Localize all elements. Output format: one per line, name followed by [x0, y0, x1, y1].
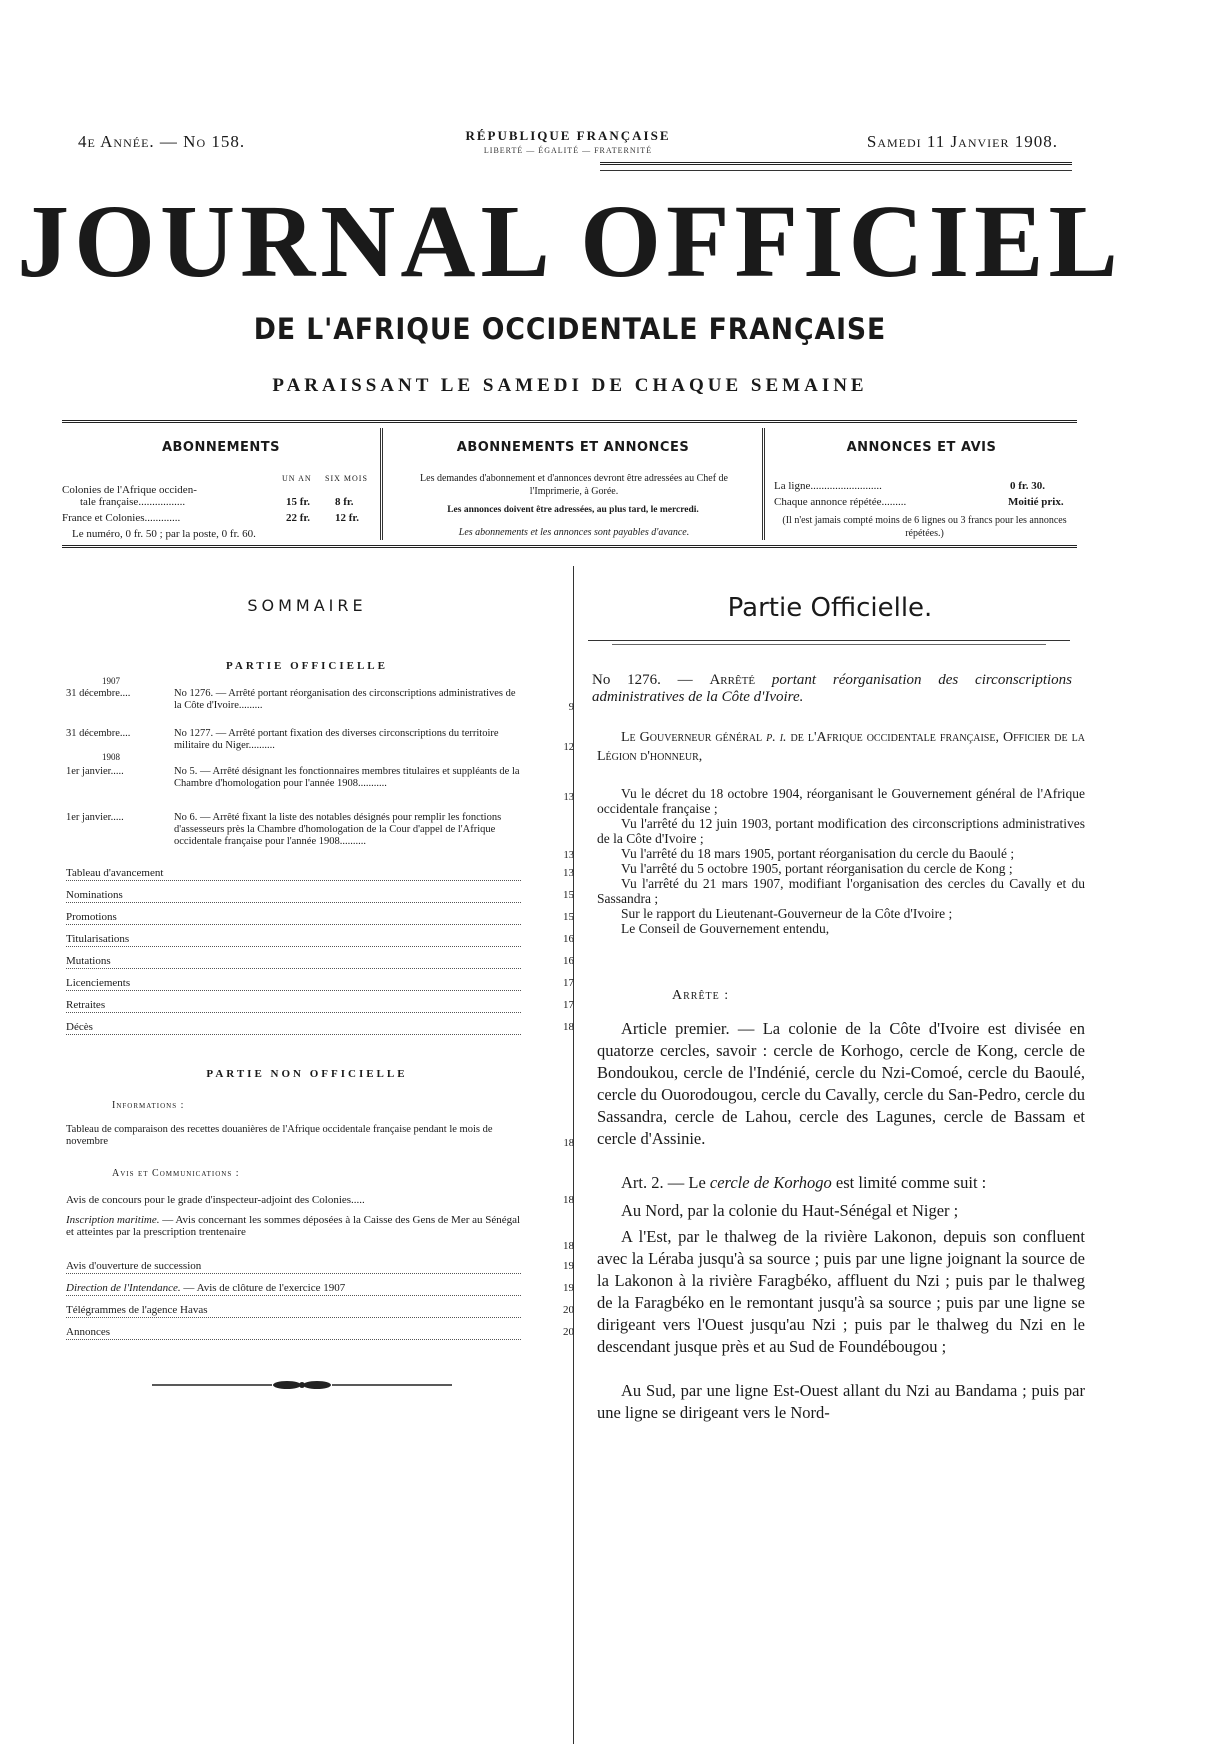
vu-line: Sur le rapport du Lieutenant-Gouverneur de la Côte d'Ivoire ;: [621, 906, 953, 921]
vu-line: Vu l'arrêté du 5 octobre 1905, portant réorganisation du cercle de Kong ;: [621, 861, 1013, 876]
sommaire-entry: 31 décembre.... No 1277. — Arrêté portant fixation des diverses circonscriptions du territoire militaire du Niger.......... 12: [66, 728, 574, 753]
avis-line: Inscription maritime. — Avis concernant les sommes déposées à la Caisse des Gens de Mer au Sénégal et atteintes par la prescription trentenaire 18: [66, 1214, 574, 1252]
informations-heading: Informations :: [112, 1100, 185, 1111]
year-1908: 1908: [102, 752, 120, 762]
row1-un-an: 15 fr.: [286, 496, 311, 508]
ligne-value: 0 fr. 30.: [1010, 480, 1046, 492]
lignes-note: (Il n'est jamais compté moins de 6 lignes ou 3 francs pour les annonces répétées.): [782, 515, 1067, 539]
issue-number: 4e Année. — No 158.: [78, 132, 246, 151]
year-1907: 1907: [102, 676, 120, 686]
republic-motto: LIBERTÉ — ÉGALITÉ — FRATERNITÉ: [483, 146, 653, 155]
row2-un-an: 22 fr.: [286, 512, 311, 524]
partie-officielle-heading: Partie Officielle.: [727, 593, 933, 623]
vu-line: Vu l'arrêté du 21 mars 1907, modifiant l'organisation des cercles du Cavally et du Sassandra ;: [597, 876, 1085, 906]
row1-label-cont: tale française.................: [80, 496, 186, 508]
avis-heading: Avis et Communications :: [112, 1168, 240, 1179]
annonces-deadline: Les annonces doivent être adressées, au plus tard, le mercredi.: [447, 505, 699, 515]
abonnements-heading: ABONNEMENTS: [161, 440, 281, 455]
arrete-heading: No 1276. — Arrêté portant réorganisation des circonscriptions administratives de la Côte d'Ivoire.: [592, 672, 1072, 705]
masthead-rule: [600, 162, 1072, 165]
vu-block: [597, 786, 1085, 936]
masthead-rule-thin: [600, 170, 1072, 171]
masthead-topline: [78, 128, 1058, 158]
col-un-an: UN AN: [282, 474, 312, 483]
band-rule-top: [62, 420, 1077, 423]
sommaire-partie-non-officielle: PARTIE NON OFFICIELLE: [206, 1068, 408, 1080]
sommaire-entry: 1er janvier..... No 5. — Arrêté désignant les fonctionnaires membres titulaires et suppléants de la Chambre d'homologation pour l'année 1908........... 13: [66, 766, 574, 803]
band-divider-1: [380, 428, 383, 540]
gouverneur-line: Le Gouverneur général p. i. de l'Afrique occidentale française, Officier de la Légion d'honneur,: [597, 730, 1085, 764]
vu-line: Vu l'arrêté du 18 mars 1905, portant réorganisation du cercle du Baoulé ;: [621, 846, 1015, 861]
partie-rule: [588, 640, 1070, 641]
vu-line: Vu l'arrêté du 12 juin 1903, portant modification des circonscriptions administratives de la Côte d'Ivoire ;: [597, 816, 1085, 846]
ligne-label: La ligne..........................: [774, 480, 882, 492]
limite-est: A l'Est, par le thalweg de la rivière Lakonon, depuis son confluent avec la Léraba jusqu'à sa source ; puis par une ligne joignant la source de la Lakonon à la rivière Faragbéko, affluent du Nzi ; puis par le thalweg de la Faragbéko en le remontant jusqu'à sa source ; puis par une ligne se dirigeant vers l'Ouest jusqu'au Nzi ; puis par le thalweg du Nzi en le descendant jusque près et au Sud de Foundébougou ;: [597, 1227, 1085, 1356]
journal-subtitle: DE L'AFRIQUE OCCIDENTALE FRANÇAISE: [253, 312, 887, 346]
sommaire-entry: 1er janvier..... No 6. — Arrêté fixant la liste des notables désignés pour remplir les fonctions d'assesseurs près la Chambre d'homologation de la Cour d'appel de l'Afrique occidentale française pour l'année 1908.......... 13: [66, 812, 574, 861]
numero-price: Le numéro, 0 fr. 50 ; par la poste, 0 fr. 60.: [72, 528, 256, 540]
journal-title: JOURNAL OFFICIEL: [17, 184, 1123, 299]
row1-label: Colonies de l'Afrique occiden-: [62, 484, 197, 496]
arrete-label: Arrête :: [672, 988, 730, 1003]
vu-line: Vu le décret du 18 octobre 1904, réorganisant le Gouvernement général de l'Afrique occidentale française ;: [597, 786, 1085, 816]
ornament-divider: [152, 1378, 452, 1392]
annonces-avis-heading: ANNONCES ET AVIS: [846, 440, 997, 455]
repete-label: Chaque annonce répétée.........: [774, 496, 907, 508]
journal-tagline: PARAISSANT LE SAMEDI DE CHAQUE SEMAINE: [272, 375, 868, 396]
info-entry: Tableau de comparaison des recettes douanières de l'Afrique occidentale française pendant le mois de novembre 18: [66, 1124, 574, 1149]
row2-six-mois: 12 fr.: [335, 512, 360, 524]
sommaire-partie-officielle: PARTIE OFFICIELLE: [226, 660, 388, 672]
limite-nord: Au Nord, par la colonie du Haut-Sénégal et Niger ;: [621, 1201, 959, 1220]
limite-sud: Au Sud, par une ligne Est-Ouest allant du Nzi au Bandama ; puis par une ligne se dirigeant vers le Nord-: [597, 1381, 1085, 1422]
republic-label: RÉPUBLIQUE FRANÇAISE: [465, 128, 671, 143]
demandes-note: Les demandes d'abonnement et d'annonces devront être adressées au Chef de l'Imprimerie, à Gorée.: [420, 473, 728, 497]
row1-six-mois: 8 fr.: [335, 496, 354, 508]
republic-heading: [398, 128, 738, 155]
abonnements-annonces-heading: ABONNEMENTS ET ANNONCES: [456, 440, 690, 455]
col-six-mois: SIX MOIS: [325, 474, 368, 483]
repete-value: Moitié prix.: [1008, 496, 1064, 508]
payables-note: Les abonnements et les annonces sont payables d'avance.: [458, 527, 690, 538]
sommaire-title: SOMMAIRE: [247, 596, 367, 615]
band-rule-bottom: [62, 545, 1077, 548]
vu-line: Le Conseil de Gouvernement entendu,: [621, 921, 830, 936]
row2-label: France et Colonies.............: [62, 512, 181, 524]
band-divider-2: [762, 428, 765, 540]
article-premier: Article premier. — La colonie de la Côte d'Ivoire est divisée en quatorze cercles, savoir : cercle de Korhogo, cercle de Kong, cercle de Bondoukou, cercle de l'Indénié, cercle du Nzi-Comoé, cercle du Baoulé, cercle du Ouorodougou, cercle du Cavally, cercle du San-Pedro, cercle du Sassandra, cercle de Lahou, cercle des Lagunes, cercle de Bassam et cercle d'Assinie.: [597, 1019, 1085, 1148]
sommaire-entry: 31 décembre.... No 1276. — Arrêté portant réorganisation des circonscriptions administratives de la Côte d'Ivoire......... 9: [66, 688, 574, 713]
issue-date: Samedi 11 Janvier 1908.: [866, 132, 1058, 151]
journal-page: 4e Année. — No 158. RÉPUBLIQUE FRANÇAISE LIBERTÉ — ÉGALITÉ — FRATERNITÉ Samedi 11 Janvier 1908. JOURNAL OFFICIEL DE L'AFRIQUE OCCIDENTALE FRANÇAISE PARAISSANT LE SAMEDI DE CHAQUE SEMAINE ABONNEMENTS UN AN SIX MOIS Colonies de l'Afrique occiden- tale française................. 15 fr. 8 fr. France et Colonies............. 22 fr. 12 fr. Le numéro, 0 fr. 50 ; par la poste, 0 fr. 60. ABONNEMENTS ET ANNONCES Les demandes d'abonnement et d'annonces devront être adressées au Chef de l'Imprimerie, à Gorée. Les annonces doivent être adressées, au plus tard, le mercredi. Les abonnements et les annonces sont payables d'avance. ANNONCES ET AVIS La ligne.......................... 0 fr. 30. Chaque annonce répétée......... Moitié prix. (Il n'est jamais compté moins de 6 lignes ou 3 francs pour les annonces répétées.) SOMMAIRE PARTIE OFFICIELLE 1907 31 décembre.... No 1276. — Arrêté portant réorganisation des circonscriptions administratives de la Côte d'Ivoire......... 9 31 décembre.... No 1277. — Arrêté portant fixation des diverses circonscriptions du territoire militaire du Niger.......... 12 1908 1er janvier..... No 5. — Arrêté désignant les fonctionnaires membres titulaires et suppléants de la Chambre d'homologation pour l'année 1908........... 13 1er janvier..... No 6. — Arrêté fixant la liste des notables désignés pour remplir les fonctions d'assesseurs près la Chambre d'homologation de la Cour d'appel de l'Afrique occidentale française pour l'année 1908.......... 13 Tableau d'avancement 13 Nominations 15 Promotions 15 Titularisations 16 Mutations 16 Licenciements 17 Retraites 17 Décès 18 PARTIE NON OFFICIELLE Informations : Tableau de comparaison des recettes douanières de l'Afrique occidentale française pendant le mois de novembre 18 Avis et Communications : Avis de concours pour le grade d'inspecteur-adjoint des Colonies..... 18 Inscription maritime. — Avis concernant les sommes déposées à la Caisse des Gens de Mer au Sénégal et atteintes par la prescription trentenaire 18 Avis d'ouverture de succession 19 Direction de l'Intendance. — Avis de clôture de l'exercice 1907 19 Télégrammes de l'agence Havas 20 Annonces 20 Partie Officielle. No 1276. — Arrêté portant réorganisation des circonscriptions administratives de la Côte d'Ivoire. Le Gouverneur général p. i. de l'Afrique occidentale française, Officier de la Légion d'honneur, Vu le décret du 18 octobre 1904, réorganisant le Gouvernement général de l'Afrique occidentale française ; Vu l'arrêté du 12 juin 1903, portant modification des circonscriptions administratives de la Côte d'Ivoire ; Vu l'arrêté du 18 mars 1905, portant réorganisation du cercle du Baoulé ; Vu l'arrêté du 5 octobre 1905, portant réorganisation du cercle de Kong ; Vu l'arrêté du 21 mars 1907, modifiant l'organisation des cercles du Cavally et du Sassandra ; Sur le rapport du Lieutenant-Gouverneur de la Côte d'Ivoire ; Le Conseil de Gouvernement entendu, Arrête : Article premier. — La colonie de la Côte d'Ivoire est divisée en quatorze cercles, savoir : cercle de Korhogo, cercle de Kong, cercle de Bondoukou, cercle de l'Indénié, cercle du Nzi-Comoé, cercle du Baoulé, cercle du Ouorodougou, cercle du Cavally, cercle du San-Pedro, cercle du Sassandra, cercle de Lahou, cercle des Lagunes, cercle de Bassam et cercle d'Assinie. Art. 2. — Le cercle de Korhogo est limité comme suit : Au Nord, par la colonie du Haut-Sénégal et Niger ; A l'Est, par le thalweg de la rivière Lakonon, depuis son confluent avec la Léraba jusqu'à sa source ; puis par une ligne joignant la source de la Lakonon à la rivière Faragbéko, affluent du Nzi ; puis par le thalweg de la Faragbéko en le remontant jusqu'à sa source ; puis par une ligne se dirigeant vers l'Ouest jusqu'au Nzi ; puis par le thalweg du Nzi en le descendant jusque près et au Sud de Foundébougou ; Au Sud, par une ligne Est-Ouest allant du Nzi au Bandama ; puis par une ligne se dirigeant vers le Nord-: [0, 0, 1223, 1744]
subscription-band: [62, 420, 1077, 548]
partie-rule-2: [612, 644, 1046, 645]
article-2: Art. 2. — Le cercle de Korhogo est limité comme suit :: [621, 1173, 987, 1192]
